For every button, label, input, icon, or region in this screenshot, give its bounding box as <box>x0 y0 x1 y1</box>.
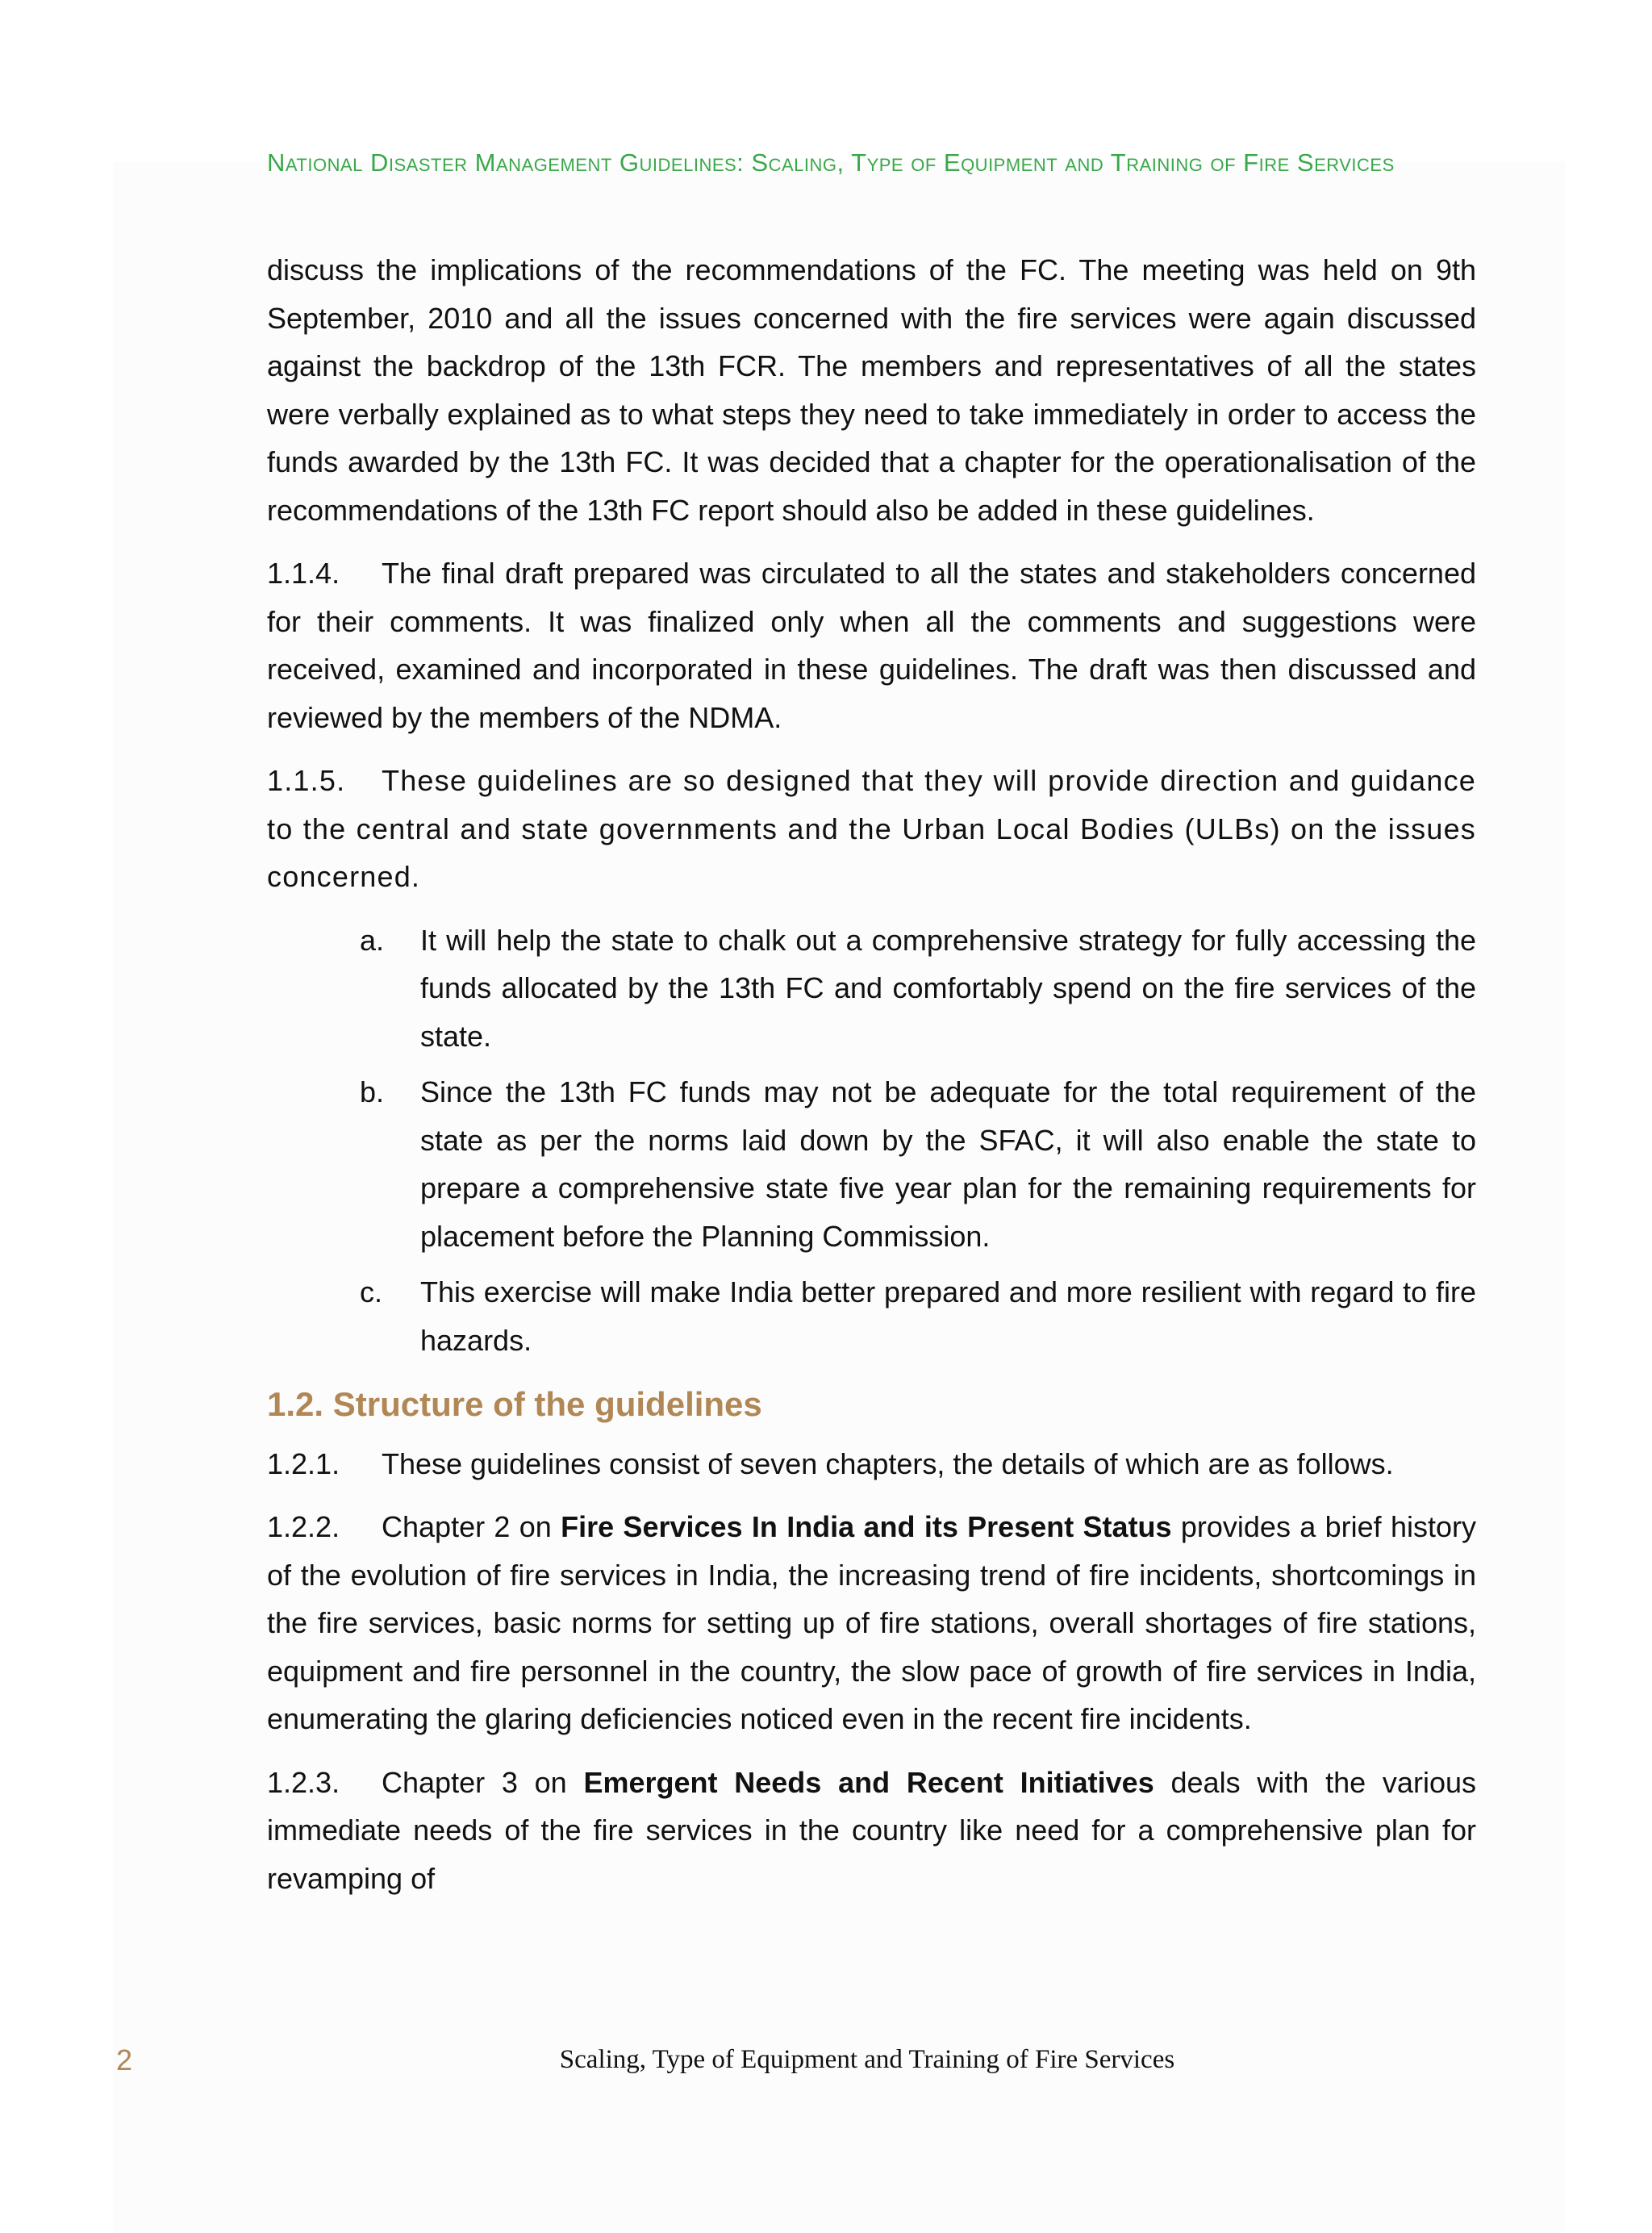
paragraph-number: 1.2.3. <box>267 1765 340 1799</box>
paragraph-lead: Chapter 2 on <box>382 1510 561 1543</box>
section-heading: 1.2. Structure of the guidelines <box>267 1385 762 1423</box>
lettered-list <box>267 916 1476 1365</box>
paragraph-number: 1.2.1. <box>267 1446 340 1480</box>
list-item-letter: a. <box>360 923 385 957</box>
paragraph-text: The final draft prepared was circulated to all the states and stakeholders concerned for their comments. It was finalized only when all the comments and suggestions were received, examined and incorporated in these guidelines. The draft was then discussed and reviewed by the members of the NDMA. <box>267 557 1476 734</box>
list-item <box>267 1268 1476 1364</box>
list-item-text: This exercise will make India better prepared and more resilient with regard to fire hazards. <box>420 1275 1476 1357</box>
page-number: 2 <box>116 2043 133 2076</box>
paragraph-text: These guidelines are so designed that they will provide direction and guidance to the central and state governments and the Urban Local Bodies (ULBs) on the issues concerned. <box>267 764 1476 893</box>
paragraph-1-2-3 <box>267 1759 1476 1903</box>
list-item <box>267 1068 1476 1260</box>
paragraph-1-1-5 <box>267 757 1476 901</box>
paragraph-1-1-4 <box>267 549 1476 741</box>
chapter-title: Fire Services In India and its Present Status <box>561 1510 1172 1543</box>
list-item-letter: b. <box>360 1075 385 1108</box>
chapter-title: Emergent Needs and Recent Initiatives <box>583 1765 1154 1799</box>
list-item <box>267 916 1476 1061</box>
paragraph-text: These guidelines consist of seven chapters, the details of which are as follows. <box>382 1446 1394 1480</box>
paragraph-number: 1.2.2. <box>267 1510 340 1543</box>
list-item-text: Since the 13th FC funds may not be adequate for the total requirement of the state as per the norms laid down by the SFAC, it will also enable the state to prepare a comprehensive state five year plan for the remaining requirements for placement before the Planning Commission. <box>420 1075 1476 1253</box>
paragraph-lead: Chapter 3 on <box>382 1765 584 1799</box>
document-body <box>267 246 1476 1918</box>
paragraph-text: deals with the various immediate needs of the fire services in the country like need for a comprehensive plan for revamping of <box>267 1765 1476 1895</box>
running-header: National Disaster Management Guidelines: Scaling, Type of Equipment and Training of Fire Services <box>267 148 1395 177</box>
paragraph-1-2-2 <box>267 1503 1476 1743</box>
paragraph-number: 1.1.5. <box>267 764 346 797</box>
paragraph-1-2-1 <box>267 1440 1476 1488</box>
paragraph-intro: discuss the implications of the recommendations of the FC. The meeting was held on 9th September, 2010 and all the issues concerned with the fire services were again discussed against the backdrop of the 13th FCR. The members and representatives of all the states were verbally explained as to what steps they need to take immediately in order to access the funds awarded by the 13th FC. It was decided that a chapter for the operationalisation of the recommendations of the 13th FC report should also be added in these guidelines. <box>267 253 1476 527</box>
paragraph-number: 1.1.4. <box>267 557 340 590</box>
list-item-text: It will help the state to chalk out a comprehensive strategy for fully accessing the funds allocated by the 13th FC and comfortably spend on the fire services of the state. <box>420 923 1476 1053</box>
list-item-letter: c. <box>360 1275 383 1308</box>
footer-title: Scaling, Type of Equipment and Training of Fire Services <box>559 2045 1175 2074</box>
paragraph-text: provides a brief history of the evolution of fire services in India, the increasing trend of fire incidents, shortcomings in the fire services, basic norms for setting up of fire stations, overall shortages of fire stations, equipment and fire personnel in the country, the slow pace of growth of fire services in India, enumerating the glaring deficiencies noticed even in the recent fire incidents. <box>267 1510 1476 1735</box>
